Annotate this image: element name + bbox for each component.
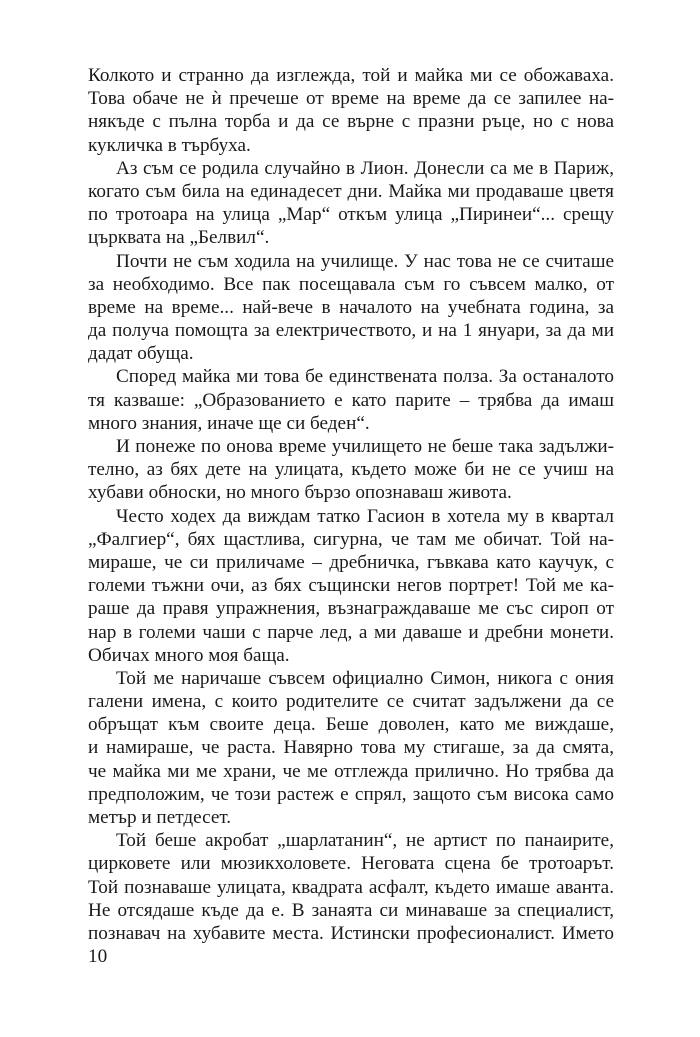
text-line: нар в големи чаши с парче лед, а ми даваше и дребни монети. [88,621,614,643]
text-line: мираше, че си приличаме – дребничка, гъвкава като каучук, с [88,551,614,573]
text-line: Аз съм се родила случайно в Лион. Донесли са ме в Париж, [116,157,614,179]
text-line: галени имена, с които родителите се считат задължени да се [88,691,614,713]
text-line: Той беше акробат „шарлатанин“, не артист по панаирите, [116,830,614,852]
text-line: Не отсядаше къде да е. В занаята си минаваше за специалист, [88,899,614,921]
text-line: кукличка в търбуха. [88,134,251,156]
body-text [88,64,614,945]
text-line: познавач на хубавите места. Истински професионалист. Името [88,922,614,944]
text-line: някъде с пълна торба и да се върне с празни ръце, но с нова [88,111,614,133]
text-line: телно, аз бях дете на улицата, където може би не се учиш на [88,459,614,481]
text-line: метър и петдесет. [88,807,232,828]
text-line: предположим, че този растеж е спрял, защото съм висока само [88,783,614,805]
text-line: хубави обноски, но много бързо опознаваш живота. [88,482,512,504]
text-line: тя казваше: „Образованието е като парите – трябва да имаш [88,389,614,411]
text-line: Според майка ми това бе единствената полза. За останалото [116,366,614,388]
text-line: Често ходех да виждам татко Гасион в хотела му в квартал [116,505,614,527]
text-line: дадат обуща. [88,343,194,365]
text-line: че майка ми ме храни, че ме отглежда прилично. Но трябва да [88,760,614,782]
text-line: църквата на „Белвил“. [88,227,270,249]
text-line: за необходимо. Все пак посещавала съм го съвсем малко, от [88,273,614,295]
text-line: Колкото и странно да изглежда, той и майка ми се обожаваха. [88,65,614,86]
text-line: обръщат към своите деца. Беше доволен, като ме виждаше, [88,714,614,736]
text-line: И понеже по онова време училището не беше така задължи- [116,436,614,457]
text-line: Почти не съм ходила на училище. У нас това не се считаше [116,250,614,272]
text-line: Той познаваше улицата, квадрата асфалт, където имаше аванта. [88,876,614,898]
text-line: Това обаче не ѝ пречеше от време на време да се запилее на- [88,88,614,110]
text-line: да получа помощта за електричеството, и на 1 януари, за да ми [88,320,614,342]
text-line: цирковете или мюзикхоловете. Неговата сцена бе тротоарът. [88,853,614,875]
text-line: много знания, иначе ще си беден“. [88,412,370,434]
text-line: Той ме наричаше съвсем официално Симон, никога с ония [116,667,614,689]
text-line: „Фалгиер“, бях щастлива, сигурна, че там ме обичат. Той на- [88,528,614,550]
text-line: раше да правя упражнения, възнаграждаваше ме със сироп от [88,598,614,620]
text-line: Обичах много моя баща. [88,644,290,666]
text-line: време на време... най-вече в началото на учебната година, за [88,296,614,318]
page-number: 10 [88,946,108,967]
text-line: когато съм била на единадесет дни. Майка ми продаваше цветя [88,180,614,202]
text-line: и намираше, че раста. Навярно това му стигаше, за да смята, [88,737,614,759]
text-line: големи тъжни очи, аз бях същински негов портрет! Той ме ка- [88,575,614,597]
text-line: по тротоара на улица „Мар“ откъм улица „Пиринеи“... срещу [88,204,614,226]
